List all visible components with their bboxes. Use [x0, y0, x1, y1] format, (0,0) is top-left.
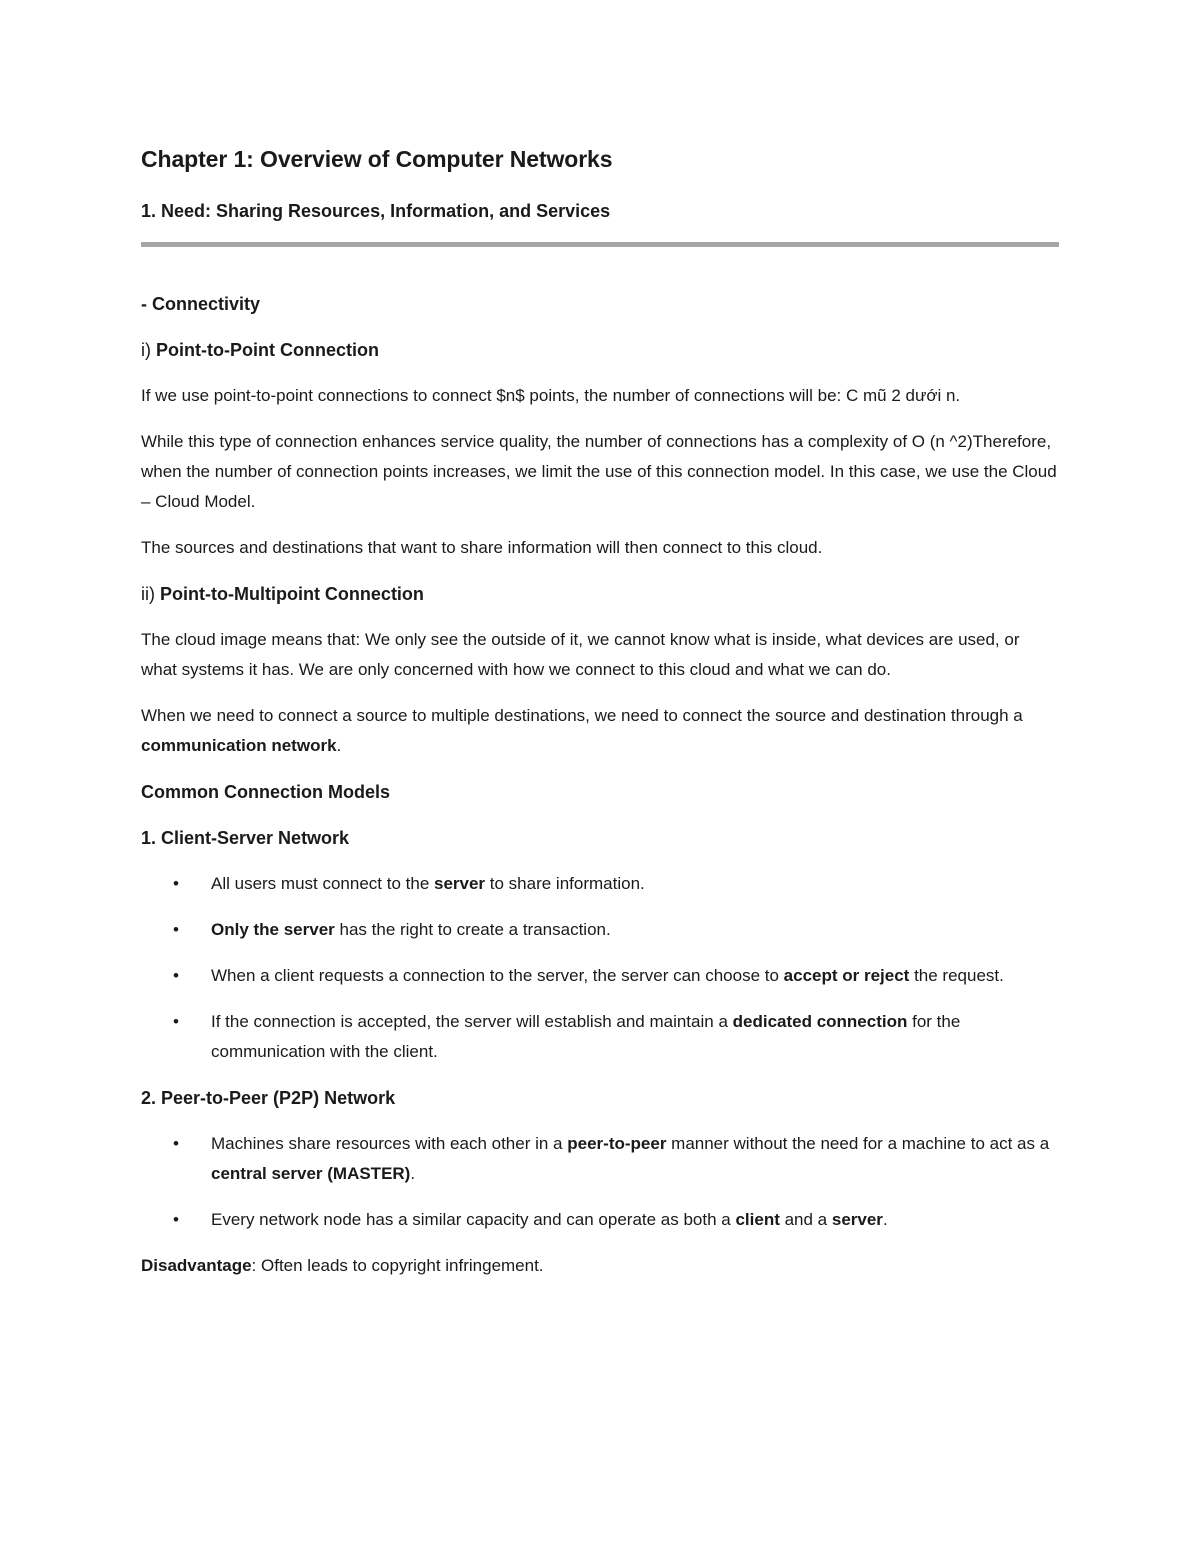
- heading-prefix: ii): [141, 584, 160, 604]
- list-item: [141, 961, 1059, 991]
- disadvantage-paragraph: [141, 1251, 1059, 1281]
- bold-text: central server (MASTER): [211, 1164, 411, 1183]
- list-item: [141, 1007, 1059, 1067]
- models-heading: Common Connection Models: [141, 782, 390, 802]
- text-run: .: [882, 1210, 888, 1229]
- bullet-icon: •: [173, 1134, 179, 1153]
- heading-label: Point-to-Point Connection: [156, 340, 379, 360]
- paragraph-point-to-point: If we use point-to-point connections to connect $n$ points, the number of connections will be: C mũ 2 dưới n.: [141, 386, 961, 405]
- bullet-icon: •: [173, 966, 179, 985]
- bold-text: communication network: [141, 736, 337, 755]
- client-server-heading: 1. Client-Server Network: [141, 828, 350, 848]
- text-run: has the right to create a transaction.: [334, 920, 611, 939]
- peer-to-peer-heading: 2. Peer-to-Peer (P2P) Network: [141, 1088, 396, 1108]
- paragraph-complexity: While this type of connection enhances service quality, the number of connections has a complexity of O (n ^2)Therefore, when the number of connection points increases, we limit the use of this connection model. In this case, we use the Cloud – Cloud Model.: [141, 432, 1057, 511]
- horizontal-rule: [141, 242, 1059, 247]
- text-run: When a client requests a connection to the server, the server can choose to: [211, 966, 784, 985]
- list-item: [141, 1129, 1059, 1189]
- bullet-icon: •: [173, 920, 179, 939]
- document-body: [141, 142, 1059, 1297]
- heading-label: Point-to-Multipoint Connection: [160, 584, 424, 604]
- text-run: the request.: [909, 966, 1004, 985]
- section-heading: 1. Need: Sharing Resources, Information, and Services: [141, 201, 611, 221]
- text-run: All users must connect to the: [211, 874, 434, 893]
- bullet-icon: •: [173, 1210, 179, 1229]
- client-server-list: [141, 869, 1059, 1067]
- list-item: [141, 869, 1059, 899]
- text-run: When we need to connect a source to multiple destinations, we need to connect the source and destination through a: [141, 706, 1023, 725]
- bullet-icon: •: [173, 1012, 179, 1031]
- text-run: for the communication with the client.: [211, 1012, 961, 1061]
- text-run: and a: [779, 1210, 832, 1229]
- text-run: .: [410, 1164, 416, 1183]
- text-run: to share information.: [485, 874, 645, 893]
- bold-text: server: [831, 1210, 883, 1229]
- list-item: [141, 915, 1059, 945]
- point-to-point-heading: [141, 335, 1059, 365]
- text-run: .: [336, 736, 342, 755]
- bold-text: accept or reject: [783, 966, 910, 985]
- connectivity-heading: - Connectivity: [141, 294, 261, 314]
- bold-text: Disadvantage: [141, 1256, 252, 1275]
- text-run: Machines share resources with each other in a: [211, 1134, 568, 1153]
- list-item: [141, 1205, 1059, 1235]
- point-to-multipoint-heading: [141, 579, 1059, 609]
- text-run: manner without the need for a machine to act as a: [666, 1134, 1050, 1153]
- bold-text: server: [434, 874, 486, 893]
- heading-prefix: i): [141, 340, 156, 360]
- paragraph-cloud: The sources and destinations that want to share information will then connect to this cloud.: [141, 538, 823, 557]
- bold-text: client: [735, 1210, 780, 1229]
- bold-text: Only the server: [211, 920, 335, 939]
- text-run: If the connection is accepted, the server will establish and maintain a: [211, 1012, 733, 1031]
- text-run: : Often leads to copyright infringement.: [251, 1256, 544, 1275]
- bold-text: dedicated connection: [732, 1012, 908, 1031]
- bold-text: peer-to-peer: [567, 1134, 667, 1153]
- chapter-title: Chapter 1: Overview of Computer Networks: [141, 146, 613, 172]
- peer-to-peer-list: [141, 1129, 1059, 1235]
- text-run: Every network node has a similar capacity and can operate as both a: [211, 1210, 736, 1229]
- paragraph-multiple-destinations: [141, 701, 1059, 761]
- bullet-icon: •: [173, 874, 179, 893]
- paragraph-cloud-image: The cloud image means that: We only see the outside of it, we cannot know what is inside, what devices are used, or what systems it has. We are only concerned with how we connect to this cloud and what we can do.: [141, 630, 1020, 679]
